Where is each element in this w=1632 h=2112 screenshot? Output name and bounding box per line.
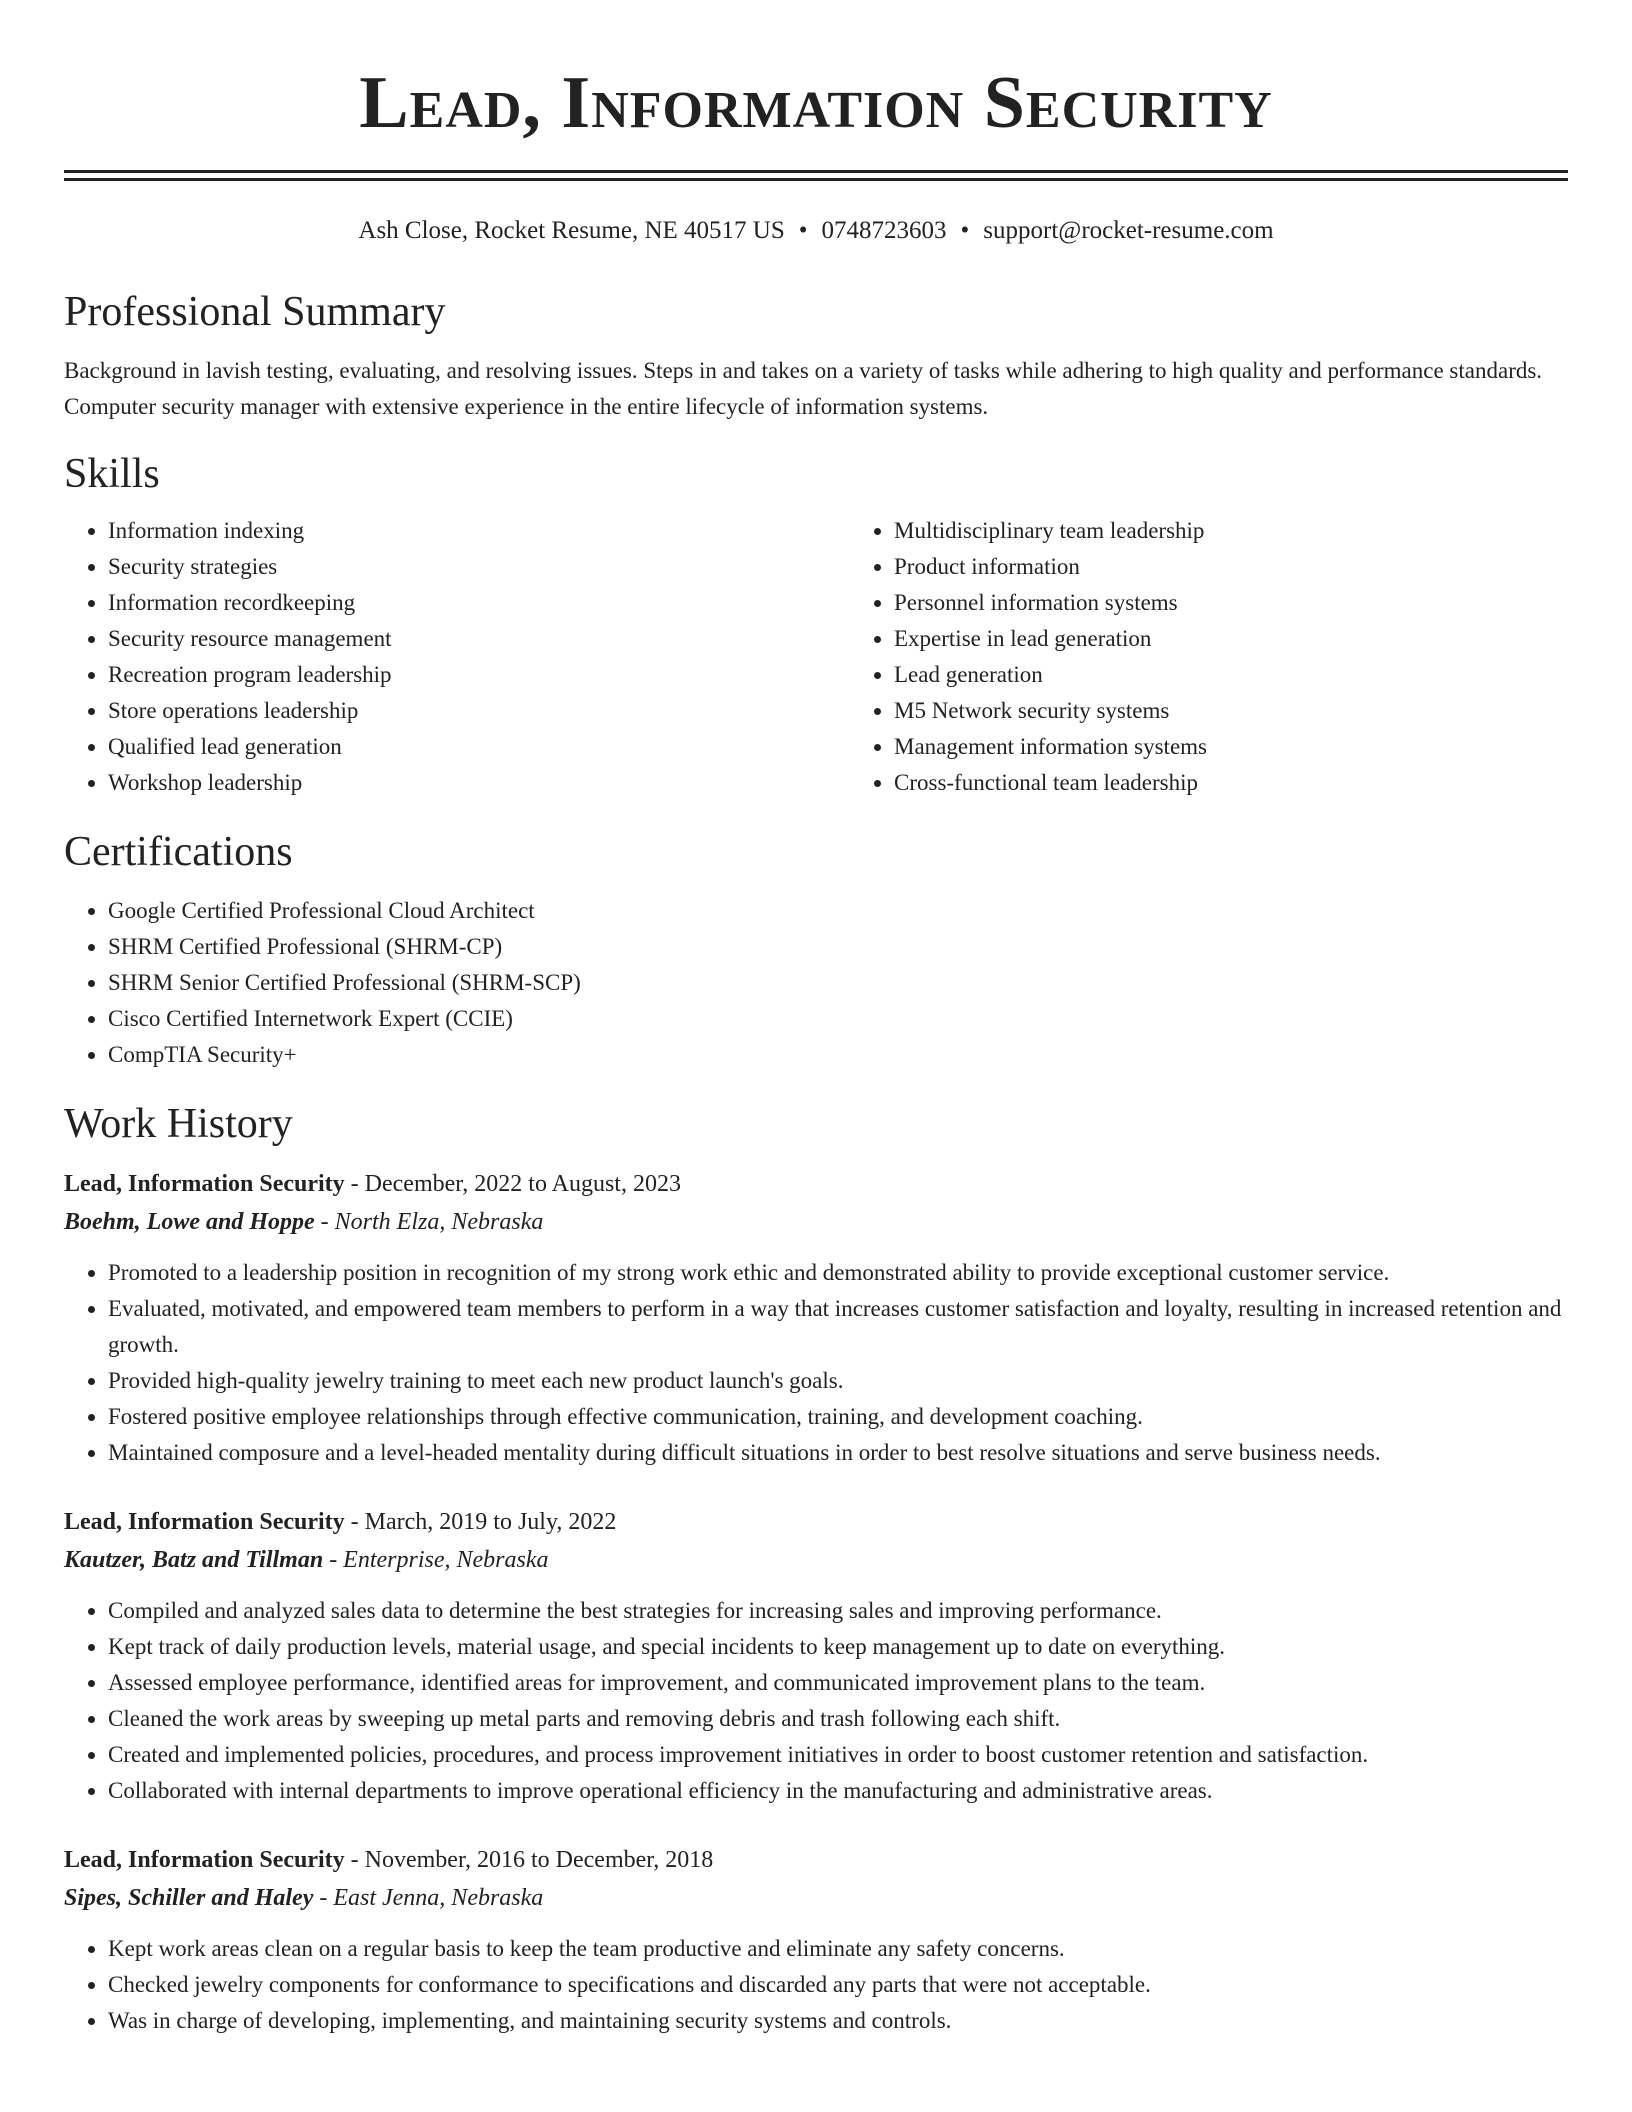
resume-page (64, 0, 1568, 2039)
title-rule-bottom (64, 178, 1568, 181)
job-entry (64, 1165, 1568, 1471)
certifications-heading: Certifications (64, 829, 293, 875)
job-location: - East Jenna, Nebraska (313, 1885, 544, 1911)
skill-item: • Management information systems (894, 729, 1632, 765)
skill-item: • Store operations leadership (108, 693, 850, 729)
skills-section (64, 449, 1568, 801)
job-role: Lead, Information Security (64, 1509, 345, 1535)
job-entry (64, 1841, 1568, 2039)
job-bullet: • Compiled and analyzed sales data to determine the best strategies for increasing sales and improving performance. (108, 1593, 1568, 1629)
skill-item: • Expertise in lead generation (894, 621, 1632, 657)
job-dates: - December, 2022 to August, 2023 (344, 1171, 681, 1197)
job-bullet: • Collaborated with internal departments to improve operational efficiency in the manufacturing and administrative areas. (108, 1773, 1568, 1809)
skill-item: • M5 Network security systems (894, 693, 1632, 729)
job-company-line (64, 1203, 1568, 1241)
job-bullet: • Fostered positive employee relationships through effective communication, training, and development coaching. (108, 1399, 1568, 1435)
summary-text: Background in lavish testing, evaluating, and resolving issues. Steps in and takes on a variety of tasks while adhering to high quality and performance standards. Computer security manager with extensive experience in the entire lifecycle of information systems. (64, 358, 1543, 419)
job-title-line (64, 1503, 1568, 1541)
job-company-line (64, 1879, 1568, 1917)
work-history-section (64, 1099, 1568, 2039)
job-bullet: • Created and implemented policies, procedures, and process improvement initiatives in order to boost customer retention and satisfaction. (108, 1737, 1568, 1773)
resume-title: Lead, Information Security (359, 62, 1273, 144)
job-company: Kautzer, Batz and Tillman (64, 1547, 324, 1573)
skill-item: • Workshop leadership (108, 765, 850, 801)
work-history-heading: Work History (64, 1101, 293, 1147)
job-bullet: • Provided high-quality jewelry training to meet each new product launch's goals. (108, 1363, 1568, 1399)
title-rule-top (64, 170, 1568, 173)
job-location: - Enterprise, Nebraska (323, 1547, 549, 1573)
job-bullets (64, 1931, 1568, 2039)
contact-line (64, 215, 1568, 247)
contact-address: Ash Close, Rocket Resume, NE 40517 US (358, 217, 785, 244)
job-company: Sipes, Schiller and Haley (64, 1885, 314, 1911)
job-bullet: • Checked jewelry components for conformance to specifications and discarded any parts that were not acceptable. (108, 1967, 1568, 2003)
job-bullet: • Kept work areas clean on a regular basis to keep the team productive and eliminate any safety concerns. (108, 1931, 1568, 1967)
job-title-line (64, 1165, 1568, 1203)
skill-item: • Recreation program leadership (108, 657, 850, 693)
certification-item: • Cisco Certified Internetwork Expert (CCIE) (108, 1001, 1568, 1037)
skills-heading: Skills (64, 451, 160, 497)
certification-item: • SHRM Senior Certified Professional (SHRM-SCP) (108, 965, 1568, 1001)
job-dates: - November, 2016 to December, 2018 (344, 1847, 714, 1873)
skills-list-right (850, 513, 1632, 801)
job-bullet: • Promoted to a leadership position in recognition of my strong work ethic and demonstrated ability to provide exceptional customer service. (108, 1255, 1568, 1291)
job-company: Boehm, Lowe and Hoppe (64, 1209, 315, 1235)
job-company-line (64, 1541, 1568, 1579)
contact-separator: • (798, 217, 808, 244)
certification-item: • Google Certified Professional Cloud Architect (108, 893, 1568, 929)
contact-email: support@rocket-resume.com (983, 217, 1274, 244)
job-bullet: • Maintained composure and a level-headed mentality during difficult situations in order to best resolve situations and serve business needs. (108, 1435, 1568, 1471)
skill-item: • Qualified lead generation (108, 729, 850, 765)
job-title-line (64, 1841, 1568, 1879)
job-bullet: • Kept track of daily production levels, material usage, and special incidents to keep management up to date on everything. (108, 1629, 1568, 1665)
job-role: Lead, Information Security (64, 1847, 345, 1873)
job-bullet: • Was in charge of developing, implementing, and maintaining security systems and controls. (108, 2003, 1568, 2039)
job-location: - North Elza, Nebraska (314, 1209, 544, 1235)
skill-item: • Cross-functional team leadership (894, 765, 1632, 801)
skill-item: • Lead generation (894, 657, 1632, 693)
summary-section (64, 287, 1568, 425)
certifications-list (64, 893, 1568, 1073)
job-entry (64, 1503, 1568, 1809)
job-bullet: • Cleaned the work areas by sweeping up metal parts and removing debris and trash following each shift. (108, 1701, 1568, 1737)
summary-heading: Professional Summary (64, 289, 446, 335)
certification-item: • CompTIA Security+ (108, 1037, 1568, 1073)
skill-item: • Personnel information systems (894, 585, 1632, 621)
skill-item: • Information recordkeeping (108, 585, 850, 621)
certification-item: • SHRM Certified Professional (SHRM-CP) (108, 929, 1568, 965)
job-bullets (64, 1593, 1568, 1809)
job-role: Lead, Information Security (64, 1171, 345, 1197)
contact-separator: • (960, 217, 970, 244)
certifications-section (64, 827, 1568, 1073)
job-bullets (64, 1255, 1568, 1471)
skill-item: • Multidisciplinary team leadership (894, 513, 1632, 549)
skills-grid (64, 513, 1568, 801)
skill-item: • Information indexing (108, 513, 850, 549)
job-bullet: • Evaluated, motivated, and empowered team members to perform in a way that increases customer satisfaction and loyalty, resulting in increased retention and growth. (108, 1291, 1568, 1363)
skills-list-left (64, 513, 850, 801)
job-dates: - March, 2019 to July, 2022 (344, 1509, 617, 1535)
skill-item: • Security resource management (108, 621, 850, 657)
skill-item: • Product information (894, 549, 1632, 585)
job-bullet: • Assessed employee performance, identified areas for improvement, and communicated improvement plans to the team. (108, 1665, 1568, 1701)
skill-item: • Security strategies (108, 549, 850, 585)
contact-phone: 0748723603 (821, 217, 947, 244)
